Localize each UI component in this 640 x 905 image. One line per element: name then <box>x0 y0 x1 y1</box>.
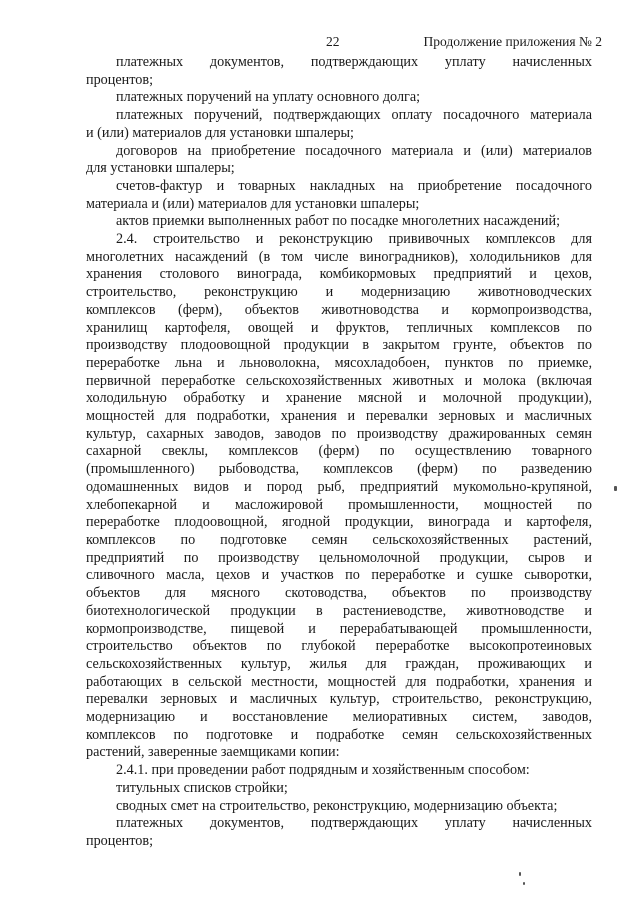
text-line: хлебопекарной и масложировой промышленности, мощностей по <box>86 496 592 513</box>
text-line: процентов; <box>86 71 154 88</box>
paragraph-payment-orders-planting-material <box>86 107 592 142</box>
text-line: предприятий по производству цельномолочной продукции, сыров и <box>86 549 592 566</box>
paragraph-2-4-1-contract-method: 2.4.1. при проведении работ подрядным и хозяйственным способом: <box>116 762 530 779</box>
paragraph-summary-estimates: сводных смет на строительство, реконструкцию, модернизацию объекта; <box>116 797 558 814</box>
text-line: перевалки зерновых и масличных культур, строительство, реконструкцию, <box>86 691 592 708</box>
text-line: первичной переработке сельскохозяйственных животных и молока (включая <box>86 372 592 389</box>
text-line: хранилищ картофеля, овощей и фруктов, тепличных комплексов по <box>86 319 592 336</box>
scan-artifact-mark <box>523 882 525 885</box>
text-line: платежных документов, подтверждающих уплату начисленных <box>116 815 592 832</box>
scan-artifact-mark <box>519 872 521 876</box>
text-line: хранения столового винограда, комбикормовых предприятий и цехов, <box>86 266 592 283</box>
text-line: платежных поручений, подтверждающих оплату посадочного материала <box>116 107 592 124</box>
paragraph-payment-docs-interest-repeat <box>86 815 592 850</box>
text-line: сельскохозяйственных культур, жилья для граждан, проживающих и <box>86 655 592 672</box>
text-line: договоров на приобретение посадочного материала и (или) материалов <box>116 142 592 159</box>
text-line: переработке плодоовощной, ягодной продукции, винограда и картофеля, <box>86 514 592 531</box>
text-line: комплексов (ферм), объектов животноводства и кормопроизводства, <box>86 301 592 318</box>
text-line: одомашненных видов и пород рыб, предприятий мукомольно-крупяной, <box>86 478 592 495</box>
text-line: счетов-фактур и товарных накладных на приобретение посадочного <box>116 177 592 194</box>
text-line: многолетних насаждений (в том числе виноградников), холодильников для <box>86 248 592 265</box>
text-line: сливочного масла, цехов и участков по переработке и сушке сыворотки, <box>86 567 592 584</box>
text-line: процентов; <box>86 832 154 849</box>
text-line: модернизацию и восстановление мелиоративных систем, заводов, <box>86 709 592 726</box>
page-number: 22 <box>326 34 340 49</box>
text-line: кормопроизводстве, пищевой и перерабатывающей промышленности, <box>86 620 592 637</box>
text-line: переработке льна и льноволокна, мясохладобоен, пунктов по приемке, <box>86 354 592 371</box>
text-line: растений, заверенные заемщиками копии: <box>86 744 340 761</box>
text-line: культур, сахарных заводов, заводов по производству дражированных семян <box>86 425 592 442</box>
text-line: биотехнологической продукции в растениеводстве, животноводстве и <box>86 602 592 619</box>
text-line: производству плодоовощной продукции в закрытом грунте, объектов по <box>86 337 592 354</box>
text-line: объектов для мясного скотоводства, объектов по производству <box>86 585 592 602</box>
paragraph-title-lists: титульных списков стройки; <box>116 779 288 796</box>
text-line: строительство объектов по глубокой переработке высокопротеиновых <box>86 638 592 655</box>
text-line: и (или) материалов для установки шпалеры; <box>86 124 354 141</box>
text-line: 2.4. строительство и реконструкцию прививочных комплексов для <box>116 231 592 248</box>
text-line: платежных документов, подтверждающих уплату начисленных <box>116 54 592 70</box>
paragraph-payment-orders-principal: платежных поручений на уплату основного долга; <box>116 89 421 106</box>
paragraph-2-4-construction <box>86 231 592 762</box>
text-line: (промышленного) рыбоводства, комплексов (ферм) по разведению <box>86 461 592 478</box>
paragraph-contracts-planting-material <box>86 143 592 178</box>
text-line: для установки шпалеры; <box>86 160 235 177</box>
paragraph-invoices-planting-material <box>86 178 592 213</box>
paragraph-payment-docs-interest <box>86 54 592 89</box>
text-line: строительство, реконструкцию и модернизацию животноводческих <box>86 284 592 301</box>
document-body <box>86 54 592 851</box>
text-line: комплексов по подготовке семян сельскохозяйственных растений, <box>86 531 592 548</box>
text-line: работающих в сельской местности, мощностей для подработки, хранения и <box>86 673 592 690</box>
text-line: комплексов по подготовке и подработке семян сельскохозяйственных <box>86 726 592 743</box>
text-line: мощностей для подработки, хранения и перевалки зерновых и масличных <box>86 408 592 425</box>
appendix-continuation-label: Продолжение приложения № 2 <box>423 34 602 49</box>
text-line: холодильную обработку и хранение мясной и молочной продукции), <box>86 390 592 407</box>
paragraph-acceptance-acts: актов приемки выполненных работ по посадке многолетних насаждений; <box>116 213 561 230</box>
scan-artifact-mark <box>614 486 617 491</box>
text-line: материала и (или) материалов для установки шпалеры; <box>86 195 420 212</box>
text-line: сахарной свеклы, комплексов (ферм) по осуществлению товарного <box>86 443 592 460</box>
